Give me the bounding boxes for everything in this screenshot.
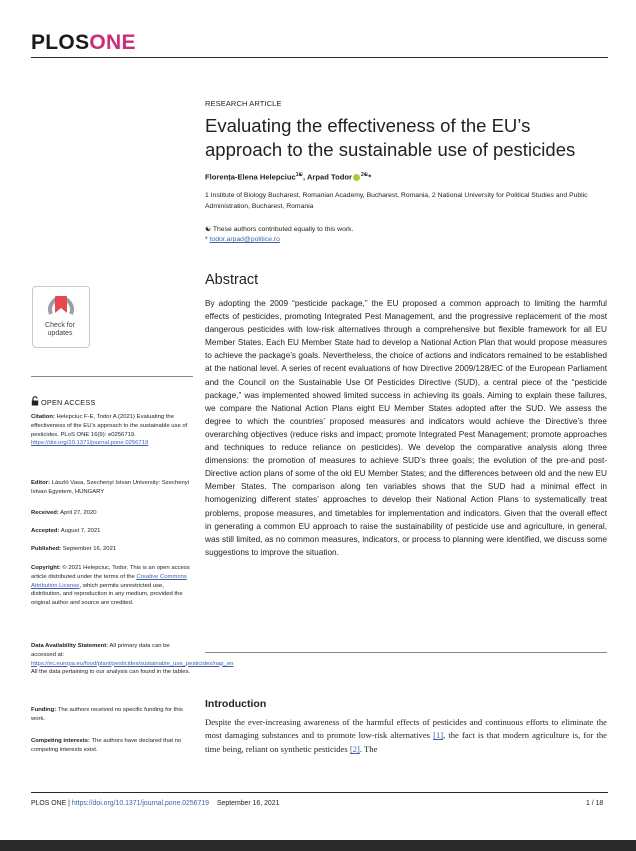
- abstract-divider: [205, 652, 607, 653]
- header-divider: [31, 57, 608, 58]
- introduction-text: [205, 716, 607, 756]
- copyright-label: Copyright:: [31, 565, 61, 571]
- corresponding-star-note: *: [205, 236, 210, 243]
- affiliations: 1 Institute of Biology Bucharest, Romanian Academy, Bucharest, Romania, 2 National University for Political Studies and Public Administration, Bucharest, Romania: [205, 192, 588, 210]
- received-label: Received:: [31, 510, 59, 516]
- equal-contribution-note: ☯ These authors contributed equally to this work.: [205, 226, 354, 233]
- reference-link-2[interactable]: [2]: [349, 743, 360, 754]
- abstract-heading: Abstract: [205, 272, 259, 288]
- copyright-text-b: , which permits unrestricted use, distribution, and reproduction in any medium, provided the original author and source are credited.: [31, 582, 183, 607]
- open-access-lock-icon: [31, 396, 39, 406]
- editor-block: [31, 479, 193, 497]
- footer-separator: |: [66, 800, 72, 807]
- data-availability-label: Data Availability Statement:: [31, 643, 109, 649]
- author-2-affil: 2☯: [360, 172, 369, 178]
- introduction-heading: Introduction: [205, 698, 267, 710]
- open-access-text: OPEN ACCESS: [41, 398, 96, 407]
- competing-interests-block: [31, 737, 193, 755]
- data-availability-text-a: All primary data can be accessed at:: [31, 643, 170, 658]
- citation-doi-link[interactable]: https://doi.org/10.1371/journal.pone.0256719: [31, 440, 149, 447]
- article-title: Evaluating the effectiveness of the EU’s approach to the sustainable use of pesticides: [205, 115, 576, 160]
- open-access-label: [31, 396, 96, 407]
- data-availability-block: [31, 642, 234, 677]
- footer-doi-link[interactable]: https://doi.org/10.1371/journal.pone.0256719: [71, 800, 210, 807]
- copyright-block: [31, 564, 193, 608]
- check-for-updates-label[interactable]: [32, 322, 88, 338]
- page-number: 1 / 18: [586, 800, 604, 807]
- author-2[interactable]: Arpad Todor: [306, 172, 352, 182]
- reference-link-1[interactable]: [1]: [433, 730, 444, 741]
- corresponding-author: [205, 236, 280, 243]
- data-availability-text-b: All the data pertaining to our analysis can found in the tables.: [31, 669, 191, 676]
- footer-journal: PLOS ONE: [31, 800, 67, 807]
- abstract-text: By adopting the 2009 “pesticide package,” the EU proposed a common approach to limiting the harmful effects of pesticides, promoting Integrated Pest Management, and the progressive replacement of the most dangerous pesticides with low-risk alternatives through a comprehensive but flexible framework for all EU Member States. Each EU Member State had to develop a National Action Plan that would propose measures to achieve the package’s goals. Nevertheless, the choice of actions and indicators remained to be established at the national level. A series of recent evaluations of how Directive 2009/128/EC of the European Parliament and the Council on the Sustainable Use Of Pesticides Directive (SUD), a central piece of the “pesticide package,” was implemented showed limited success in achieving its goals. Aiming to explain these failures, we compare the National Action Plans eight EU Member States adopted after the SUD. We assess the degree to which the countries’ proposed measures and indicators would achieve the Directive’s three overarching objectives (reduce risks and impact; promote Integrated Pest Management; promote approaches and techniques to reduce reliance on pesticides). We develop the comparative analysis along three dimensions: the promotion of measures to achieve SUD’s three goals; the evolution of the pre-and post-Directive action plans of some of the old EU Member States; and the differences between old and the new EU Member States. The comparison along ten variables shows that the SUD had a minimal effect in homogenizing different states’ approaches to develop their National Action Plans to systematically treat problems, propose measures, and timetables for implementation and indicators. Given that the overall effect in generating a common EU approach to raise the sustainability of pesticide use and agriculture, in general, was still limited, as no common measures, indicators, or process to planning were identified, we discuss some suggestions to improve the situation.: [205, 299, 607, 557]
- corresponding-email-link[interactable]: todor.arpad@politice.ro: [209, 236, 280, 243]
- copyright-text-a: © 2021 Helepciuc, Todor. This is an open access article distributed under the terms of the: [31, 565, 190, 580]
- article-type: RESEARCH ARTICLE: [205, 99, 282, 108]
- corresponding-star: *: [368, 172, 372, 182]
- license-link[interactable]: Creative Commons Attribution License: [31, 573, 187, 589]
- logo-plos: PLOS: [31, 31, 90, 54]
- competing-interests-label: Competing interests:: [31, 738, 90, 744]
- published-label: Published:: [31, 546, 62, 552]
- published-block: [31, 545, 193, 554]
- check-for-updates-line2: updates: [47, 330, 73, 337]
- funding-block: [31, 706, 193, 724]
- author-list: [205, 172, 371, 182]
- journal-logo[interactable]: [31, 31, 136, 55]
- orcid-icon[interactable]: [353, 174, 360, 181]
- viewer-bottom-bar: [0, 840, 636, 851]
- intro-text-b: , the fact is that modern agriculture is, for the time being, reliant on synthetic pesticides: [205, 730, 607, 754]
- logo-one: ONE: [89, 31, 136, 54]
- funding-text: The authors received no specific funding for this work.: [31, 707, 183, 722]
- data-availability-link[interactable]: https://ec.europa.eu/food/plant/pesticides/sustainable_use_pesticides/nap_en: [31, 660, 234, 667]
- citation-text: Helepciuc F-E, Todor A (2021) Evaluating the effectiveness of the EU’s approach to the sustainable use of pesticides. PLoS ONE 16(9): e0256719.: [31, 414, 188, 438]
- received-block: [31, 509, 193, 518]
- footer-date: September 16, 2021: [216, 800, 280, 807]
- author-1[interactable]: Florența-Elena Helepciuc: [205, 172, 296, 182]
- published-date: September 16, 2021: [61, 546, 117, 552]
- funding-label: Funding:: [31, 707, 57, 713]
- author-separator: ,: [303, 172, 307, 182]
- footer-divider: [31, 792, 608, 793]
- check-for-updates-badge[interactable]: [32, 286, 90, 348]
- intro-text-c: . The: [359, 743, 378, 754]
- competing-interests-text: The authors have declared that no competing interests exist.: [31, 738, 182, 753]
- author-1-affil: 1☯: [295, 172, 303, 178]
- citation-label: Citation:: [31, 414, 55, 420]
- editor-text: László Vasa, Szechenyi Istvan University: Szechenyi Istvan Egyetem, HUNGARY: [31, 480, 190, 495]
- footer-info: [31, 800, 279, 807]
- check-for-updates-icon: [33, 287, 89, 321]
- accepted-date: August 7, 2021: [59, 528, 101, 534]
- check-for-updates-line1: Check for: [45, 322, 75, 329]
- citation-block: [31, 413, 193, 448]
- editor-label: Editor:: [31, 480, 50, 486]
- accepted-label: Accepted:: [31, 528, 60, 534]
- intro-text-a: Despite the ever-increasing awareness of the harmful effects of pesticides and continuous efforts to eliminate the most damaging substances and to promote low-risk alternatives: [205, 717, 607, 741]
- sidebar-divider: [31, 376, 193, 377]
- accepted-block: [31, 527, 193, 536]
- received-date: April 27, 2020: [58, 510, 97, 516]
